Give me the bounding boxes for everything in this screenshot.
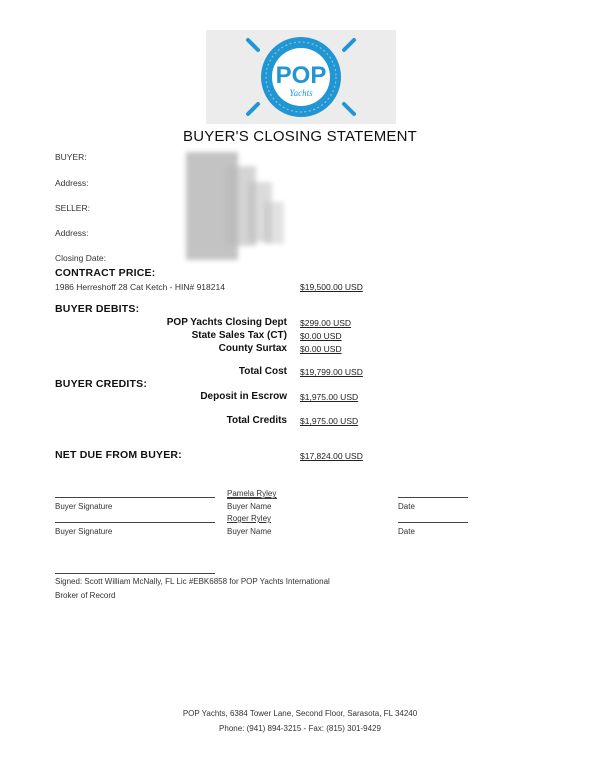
debit-item-amount: $0.00 USD bbox=[300, 331, 342, 341]
logo-word: POP bbox=[275, 62, 327, 89]
footer-phone: Phone: (941) 894-3215 - Fax: (815) 301-9429 bbox=[219, 724, 381, 733]
contract-price-heading: CONTRACT PRICE: bbox=[55, 267, 156, 279]
debit-item-label: State Sales Tax (CT) bbox=[191, 330, 287, 341]
buyer-address-label: Address: bbox=[55, 178, 89, 188]
name-line bbox=[227, 498, 277, 499]
page-title: BUYER'S CLOSING STATEMENT bbox=[182, 128, 417, 145]
date-label: Date bbox=[398, 527, 415, 536]
redacted-party-info bbox=[186, 152, 286, 260]
buyer-label: BUYER: bbox=[55, 152, 87, 162]
total-cost-label: Total Cost bbox=[238, 366, 287, 377]
signature-line bbox=[55, 522, 215, 523]
credit-item-label: Deposit in Escrow bbox=[200, 391, 287, 402]
broker-role: Broker of Record bbox=[55, 591, 116, 600]
debit-item-amount: $0.00 USD bbox=[300, 344, 342, 354]
buyer-signature-label: Buyer Signature bbox=[55, 527, 113, 536]
vessel-description: 1986 Herreshoff 28 Cat Ketch - HIN# 918214 bbox=[55, 282, 225, 292]
net-due-amount: $17,824.00 USD bbox=[300, 451, 363, 461]
footer-address: POP Yachts, 6384 Tower Lane, Second Floor, Sarasota, FL 34240 bbox=[182, 709, 418, 718]
total-cost-amount: $19,799.00 USD bbox=[300, 367, 363, 377]
total-credits-amount: $1,975.00 USD bbox=[300, 416, 359, 426]
buyer-name-value: Pamela Ryley bbox=[227, 489, 277, 498]
broker-signed-text: Signed: Scott William McNally, FL Lic #EBK6858 for POP Yachts International bbox=[55, 577, 330, 586]
pop-yachts-logo bbox=[206, 30, 396, 124]
signature-line bbox=[55, 497, 215, 498]
date-label: Date bbox=[398, 502, 415, 511]
debit-item-amount: $299.00 USD bbox=[300, 318, 352, 328]
seller-address-label: Address: bbox=[55, 228, 89, 238]
buyer-name-value: Roger Ryley bbox=[227, 514, 272, 523]
buyer-name-label: Buyer Name bbox=[227, 502, 272, 511]
debit-item-label: POP Yachts Closing Dept bbox=[166, 317, 287, 328]
logo-tagline: Yachts bbox=[289, 88, 313, 98]
seller-label: SELLER: bbox=[55, 203, 90, 213]
life-ring-icon bbox=[206, 30, 396, 124]
date-line bbox=[398, 497, 468, 498]
contract-amount: $19,500.00 USD bbox=[300, 282, 363, 292]
buyer-credits-heading: BUYER CREDITS: bbox=[55, 378, 148, 390]
total-credits-label: Total Credits bbox=[226, 415, 287, 426]
buyer-name-label: Buyer Name bbox=[227, 527, 272, 536]
net-due-heading: NET DUE FROM BUYER: bbox=[55, 449, 182, 461]
broker-signature-line bbox=[55, 573, 215, 574]
buyer-signature-label: Buyer Signature bbox=[55, 502, 113, 511]
debit-item-label: County Surtax bbox=[218, 343, 287, 354]
date-line bbox=[398, 522, 468, 523]
credit-item-amount: $1,975.00 USD bbox=[300, 392, 359, 402]
closing-date-label: Closing Date: bbox=[55, 253, 107, 263]
buyer-debits-heading: BUYER DEBITS: bbox=[55, 303, 140, 315]
